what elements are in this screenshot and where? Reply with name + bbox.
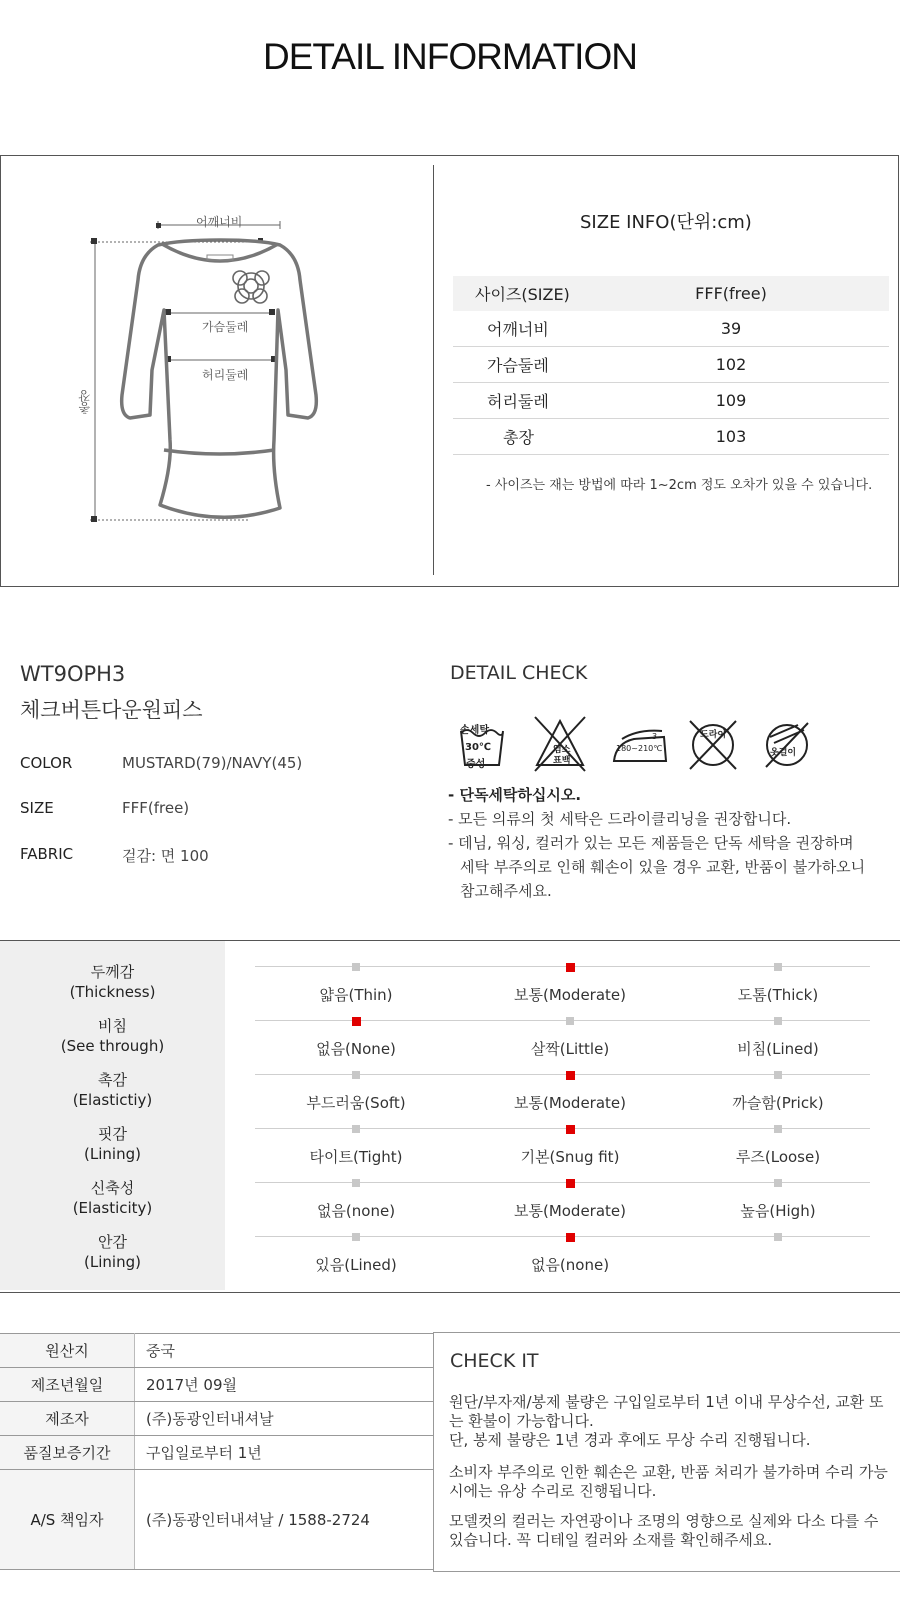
attribute-option: 없음(None) xyxy=(316,1040,396,1058)
no-bleach-text2: 표백 xyxy=(553,756,571,766)
size-cell: 103 xyxy=(633,419,889,455)
product-info-table xyxy=(0,1333,434,1570)
check-it-text: 모델컷의 컬러는 자연광이나 조명의 영향으로 실제와 다소 다를 수 있습니다. 꼭 디테일 컬러와 소재를 확인해주세요. xyxy=(449,1512,879,1549)
attribute-option: 보통(Moderate) xyxy=(513,1094,627,1112)
size-header-cell: 사이즈(SIZE) xyxy=(453,276,633,311)
attribute-option: 없음(none) xyxy=(316,1202,396,1220)
no-dryclean-text: 드라이 xyxy=(700,730,727,740)
scale-marker xyxy=(352,1233,360,1241)
attribute-label-en: (Thickness) xyxy=(69,983,156,1001)
scale-marker xyxy=(774,1179,782,1187)
scale-marker xyxy=(352,963,360,971)
waist-label: 허리둘레 xyxy=(202,368,249,382)
fabric-label: FABRIC xyxy=(20,845,74,863)
attribute-option: 까슬함(Prick) xyxy=(732,1094,824,1112)
size-cell: 허리둘레 xyxy=(453,383,633,419)
size-value: FFF(free) xyxy=(122,799,190,817)
product-code: WT9OPH3 xyxy=(20,662,126,686)
size-info-title: SIZE INFO(단위:cm) xyxy=(580,212,752,233)
no-dryclean-icon xyxy=(686,715,740,773)
table-row xyxy=(453,383,889,419)
attribute-label-en: (See through) xyxy=(60,1037,165,1055)
hand-wash-neutral: 중성 xyxy=(466,759,486,770)
check-it-text: 단, 봉제 불량은 1년 경과 후에도 무상 수리 진행됩니다. xyxy=(449,1431,811,1449)
info-value: 중국 xyxy=(135,1334,435,1368)
care-line: - 단독세탁하십시오. xyxy=(448,786,582,804)
attribute-label-en: (Elastictiy) xyxy=(72,1091,153,1109)
no-hang-dry-icon xyxy=(760,715,814,773)
scale-marker xyxy=(352,1179,360,1187)
attribute-label-en: (Lining) xyxy=(84,1253,141,1271)
attribute-option: 보통(Moderate) xyxy=(513,1202,627,1220)
check-it-text: 원단/부자재/봉제 불량은 구입일로부터 1년 이내 무상수선, 교환 또는 환불이 가능합니다. xyxy=(449,1393,884,1430)
divider xyxy=(433,165,434,575)
size-cell: 총장 xyxy=(453,419,633,455)
selected-marker xyxy=(566,963,575,972)
color-value: MUSTARD(79)/NAVY(45) xyxy=(122,754,303,772)
iron-temp: 180~210℃ xyxy=(616,744,663,753)
scale-marker xyxy=(774,963,782,971)
selected-marker xyxy=(566,1179,575,1188)
scale-marker xyxy=(566,1017,574,1025)
scale-marker xyxy=(774,1071,782,1079)
page-title: DETAIL INFORMATION xyxy=(263,36,637,77)
color-label: COLOR xyxy=(20,754,73,772)
size-cell: 어깨너비 xyxy=(453,311,633,347)
size-note: - 사이즈는 재는 방법에 따라 1~2cm 정도 오차가 있을 수 있습니다. xyxy=(486,478,873,493)
table-row xyxy=(0,1334,434,1368)
attribute-label: 신축성 xyxy=(90,1179,135,1197)
info-value: 2017년 09월 xyxy=(135,1368,435,1402)
info-value: (주)동광인터내셔날 / 1588-2724 xyxy=(135,1470,435,1570)
info-key: A/S 책임자 xyxy=(0,1470,135,1570)
product-name: 체크버튼다운원피스 xyxy=(20,698,203,722)
scale-marker xyxy=(774,1125,782,1133)
hand-wash-temp: 30℃ xyxy=(465,742,492,753)
fabric-value: 겉감: 면 100 xyxy=(122,847,209,865)
table-row xyxy=(453,347,889,383)
size-cell: 102 xyxy=(633,347,889,383)
size-cell: 109 xyxy=(633,383,889,419)
info-key: 제조년월일 xyxy=(0,1368,135,1402)
attribute-label: 핏감 xyxy=(98,1125,127,1143)
attribute-label-en: (Elasticity) xyxy=(72,1199,153,1217)
size-header-cell: FFF(free) xyxy=(633,276,889,311)
scale-marker xyxy=(352,1071,360,1079)
care-line: - 데님, 워싱, 컬러가 있는 모든 제품들은 단독 세탁을 권장하며 xyxy=(448,834,854,852)
attribute-label: 촉감 xyxy=(98,1071,127,1089)
attribute-option: 비침(Lined) xyxy=(737,1040,819,1058)
check-it-text: 소비자 부주의로 인한 훼손은 교환, 반품 처리가 불가하며 수리 가능시에는 유상 수리로 진행됩니다. xyxy=(449,1463,888,1500)
care-line: 참고해주세요. xyxy=(460,882,552,900)
attribute-option: 높음(High) xyxy=(740,1202,816,1220)
attribute-label: 두께감 xyxy=(90,963,135,981)
size-cell: 39 xyxy=(633,311,889,347)
care-line: - 모든 의류의 첫 세탁은 드라이클리닝을 권장합니다. xyxy=(448,810,792,828)
table-row xyxy=(453,311,889,347)
no-bleach-text: 염소 xyxy=(553,745,571,755)
shoulder-label: 어깨너비 xyxy=(196,215,243,229)
selected-marker xyxy=(352,1017,361,1026)
attribute-option: 있음(Lined) xyxy=(315,1256,397,1274)
table-row xyxy=(0,1402,434,1436)
info-key: 원산지 xyxy=(0,1334,135,1368)
attribute-label: 안감 xyxy=(98,1233,127,1251)
attribute-option: 보통(Moderate) xyxy=(513,986,627,1004)
table-row xyxy=(0,1436,434,1470)
table-row xyxy=(0,1368,434,1402)
attribute-option: 도톰(Thick) xyxy=(737,986,819,1004)
selected-marker xyxy=(566,1125,575,1134)
attribute-option: 얇음(Thin) xyxy=(319,986,393,1004)
scale-marker xyxy=(774,1017,782,1025)
attribute-option: 타이트(Tight) xyxy=(309,1148,403,1166)
info-key: 제조자 xyxy=(0,1402,135,1436)
detail-check-title: DETAIL CHECK xyxy=(450,662,588,684)
chest-label: 가슴둘레 xyxy=(202,320,249,334)
info-value: 구입일로부터 1년 xyxy=(135,1436,435,1470)
attribute-option: 없음(none) xyxy=(530,1256,610,1274)
check-it-title: CHECK IT xyxy=(450,1350,539,1372)
no-hang-dry-text: 옷걸이 xyxy=(770,748,797,758)
iron-level: 3 xyxy=(652,732,658,741)
attribute-label: 비침 xyxy=(98,1017,127,1035)
scale-marker xyxy=(774,1233,782,1241)
size-cell: 가슴둘레 xyxy=(453,347,633,383)
selected-marker xyxy=(566,1071,575,1080)
scale-marker xyxy=(352,1125,360,1133)
size-table xyxy=(453,276,889,455)
table-row xyxy=(0,1470,434,1570)
selected-marker xyxy=(566,1233,575,1242)
info-value: (주)동광인터내셔날 xyxy=(135,1402,435,1436)
attribute-label-en: (Lining) xyxy=(84,1145,141,1163)
size-table-header xyxy=(453,276,889,311)
table-row xyxy=(453,419,889,455)
length-label: 총장 xyxy=(78,390,92,414)
hand-wash-text: 손세탁 xyxy=(460,725,489,736)
size-label: SIZE xyxy=(20,799,54,817)
care-instructions xyxy=(448,783,865,903)
attribute-option: 루즈(Loose) xyxy=(735,1148,821,1166)
attribute-option: 살짝(Little) xyxy=(530,1040,610,1058)
attribute-option: 기본(Snug fit) xyxy=(520,1148,620,1166)
info-key: 품질보증기간 xyxy=(0,1436,135,1470)
attribute-option: 부드러움(Soft) xyxy=(306,1094,406,1112)
care-line: 세탁 부주의로 인해 훼손이 있을 경우 교환, 반품이 불가하오니 xyxy=(460,858,866,876)
